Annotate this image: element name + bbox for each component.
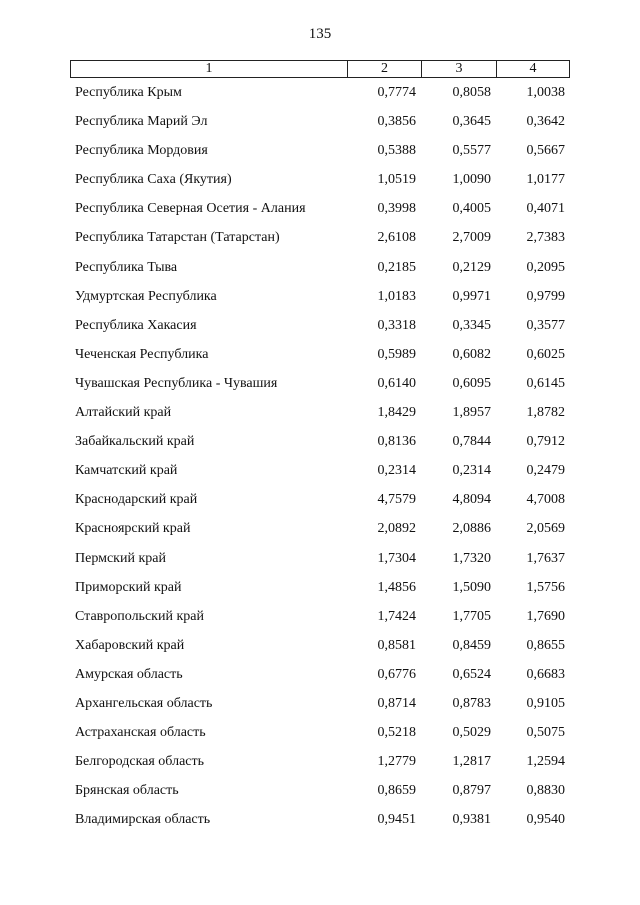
value-col-4-cell: 1,5756 <box>526 579 565 595</box>
region-name-cell: Краснодарский край <box>75 492 198 508</box>
region-name-cell: Амурская область <box>75 666 183 682</box>
value-col-4-cell: 0,9105 <box>526 695 565 711</box>
value-col-4-cell: 1,2594 <box>526 754 565 770</box>
table-row <box>70 608 570 637</box>
table-row <box>70 637 570 666</box>
table-row <box>70 317 570 346</box>
value-col-2-cell: 0,9451 <box>377 812 416 828</box>
region-name-cell: Республика Марий Эл <box>75 114 208 130</box>
table-row <box>70 200 570 229</box>
value-col-4-cell: 0,2479 <box>526 463 565 479</box>
value-col-2-cell: 0,8714 <box>377 695 416 711</box>
value-col-4-cell: 1,7637 <box>526 550 565 566</box>
value-col-2-cell: 1,7304 <box>377 550 416 566</box>
value-col-4-cell: 2,7383 <box>526 230 565 246</box>
value-col-2-cell: 4,7579 <box>377 492 416 508</box>
table-row <box>70 550 570 579</box>
table-row <box>70 520 570 549</box>
table-row <box>70 229 570 258</box>
value-col-3-cell: 2,7009 <box>452 230 491 246</box>
value-col-3-cell: 1,5090 <box>452 579 491 595</box>
table-header-row <box>70 60 570 78</box>
header-col-3: 3 <box>421 61 496 77</box>
region-name-cell: Владимирская область <box>75 812 211 828</box>
value-col-4-cell: 1,0177 <box>526 172 565 188</box>
value-col-3-cell: 0,5029 <box>452 725 491 741</box>
value-col-2-cell: 0,3856 <box>377 114 416 130</box>
value-col-3-cell: 1,7320 <box>452 550 491 566</box>
value-col-3-cell: 0,6095 <box>452 375 491 391</box>
value-col-4-cell: 0,3642 <box>526 114 565 130</box>
table-row <box>70 462 570 491</box>
value-col-4-cell: 0,6025 <box>526 346 565 362</box>
value-col-2-cell: 0,6776 <box>377 666 416 682</box>
table-row <box>70 259 570 288</box>
region-name-cell: Республика Крым <box>75 85 182 100</box>
value-col-4-cell: 0,9799 <box>526 288 565 304</box>
page-number: 135 <box>308 26 332 42</box>
value-col-4-cell: 1,0038 <box>526 85 565 100</box>
region-name-cell: Республика Саха (Якутия) <box>75 172 232 188</box>
value-col-3-cell: 0,8783 <box>452 695 491 711</box>
table-row <box>70 375 570 404</box>
value-col-4-cell: 4,7008 <box>526 492 565 508</box>
table-row <box>70 811 570 840</box>
value-col-2-cell: 0,8659 <box>377 783 416 799</box>
value-col-2-cell: 0,7774 <box>377 85 416 100</box>
value-col-2-cell: 0,5218 <box>377 725 416 741</box>
region-name-cell: Архангельская область <box>75 695 213 711</box>
table-row <box>70 666 570 695</box>
table-row <box>70 84 570 113</box>
region-name-cell: Республика Тыва <box>75 259 178 275</box>
table-row <box>70 579 570 608</box>
region-name-cell: Белгородская область <box>75 754 205 770</box>
value-col-3-cell: 0,6082 <box>452 346 491 362</box>
table-row <box>70 288 570 317</box>
value-col-4-cell: 0,4071 <box>526 201 565 217</box>
table-row <box>70 404 570 433</box>
header-col-4: 4 <box>496 61 569 77</box>
value-col-3-cell: 0,5577 <box>452 143 491 159</box>
region-name-cell: Хабаровский край <box>75 637 185 653</box>
region-name-cell: Удмуртская Республика <box>75 288 217 304</box>
value-col-3-cell: 0,9971 <box>452 288 491 304</box>
value-col-2-cell: 0,6140 <box>377 375 416 391</box>
value-col-3-cell: 0,3345 <box>452 317 491 333</box>
value-col-2-cell: 0,8136 <box>377 434 416 450</box>
region-name-cell: Брянская область <box>75 783 179 799</box>
value-col-3-cell: 0,7844 <box>452 434 491 450</box>
header-col-2: 2 <box>347 61 421 77</box>
region-name-cell: Астраханская область <box>75 725 206 741</box>
value-col-4-cell: 0,6145 <box>526 375 565 391</box>
value-col-3-cell: 2,0886 <box>452 521 491 537</box>
value-col-4-cell: 0,7912 <box>526 434 565 450</box>
table-row <box>70 171 570 200</box>
region-name-cell: Республика Мордовия <box>75 143 208 159</box>
value-col-2-cell: 0,3998 <box>377 201 416 217</box>
value-col-3-cell: 0,8058 <box>452 85 491 100</box>
table-row <box>70 753 570 782</box>
value-col-4-cell: 0,8655 <box>526 637 565 653</box>
value-col-4-cell: 0,9540 <box>526 812 565 828</box>
table-row <box>70 695 570 724</box>
value-col-2-cell: 2,6108 <box>377 230 416 246</box>
value-col-3-cell: 0,4005 <box>452 201 491 217</box>
value-col-2-cell: 2,0892 <box>377 521 416 537</box>
region-name-cell: Ставропольский край <box>75 608 204 624</box>
region-name-cell: Республика Татарстан (Татарстан) <box>75 230 280 246</box>
value-col-2-cell: 1,7424 <box>377 608 416 624</box>
value-col-2-cell: 1,0519 <box>377 172 416 188</box>
region-name-cell: Красноярский край <box>75 521 191 537</box>
value-col-4-cell: 0,2095 <box>526 259 565 275</box>
value-col-2-cell: 1,0183 <box>377 288 416 304</box>
value-col-3-cell: 1,7705 <box>452 608 491 624</box>
value-col-4-cell: 1,8782 <box>526 405 565 421</box>
value-col-3-cell: 4,8094 <box>452 492 491 508</box>
region-name-cell: Камчатский край <box>75 463 178 479</box>
table-row <box>70 782 570 811</box>
value-col-4-cell: 0,6683 <box>526 666 565 682</box>
data-table <box>70 60 570 840</box>
value-col-3-cell: 1,2817 <box>452 754 491 770</box>
value-col-4-cell: 0,5667 <box>526 143 565 159</box>
value-col-2-cell: 0,3318 <box>377 317 416 333</box>
header-col-1: 1 <box>205 61 213 76</box>
value-col-2-cell: 1,2779 <box>377 754 416 770</box>
table-row <box>70 346 570 375</box>
value-col-3-cell: 0,2129 <box>452 259 491 275</box>
value-col-2-cell: 0,2185 <box>377 259 416 275</box>
value-col-3-cell: 0,8797 <box>452 783 491 799</box>
value-col-3-cell: 0,6524 <box>452 666 491 682</box>
table-row <box>70 142 570 171</box>
value-col-2-cell: 0,5989 <box>377 346 416 362</box>
region-name-cell: Забайкальский край <box>75 434 195 450</box>
value-col-4-cell: 1,7690 <box>526 608 565 624</box>
value-col-3-cell: 0,3645 <box>452 114 491 130</box>
table-row <box>70 491 570 520</box>
region-name-cell: Республика Хакасия <box>75 317 197 333</box>
value-col-2-cell: 0,2314 <box>377 463 416 479</box>
region-name-cell: Республика Северная Осетия - Алания <box>75 201 306 217</box>
value-col-3-cell: 1,0090 <box>452 172 491 188</box>
value-col-4-cell: 0,3577 <box>526 317 565 333</box>
value-col-4-cell: 2,0569 <box>526 521 565 537</box>
value-col-3-cell: 1,8957 <box>452 405 491 421</box>
value-col-2-cell: 0,8581 <box>377 637 416 653</box>
value-col-2-cell: 0,5388 <box>377 143 416 159</box>
region-name-cell: Чувашская Республика - Чувашия <box>75 375 278 391</box>
table-body <box>70 84 570 840</box>
region-name-cell: Пермский край <box>75 550 166 566</box>
value-col-3-cell: 0,2314 <box>452 463 491 479</box>
region-name-cell: Алтайский край <box>75 405 172 421</box>
region-name-cell: Приморский край <box>75 579 182 595</box>
value-col-4-cell: 0,5075 <box>526 725 565 741</box>
table-row <box>70 433 570 462</box>
value-col-4-cell: 0,8830 <box>526 783 565 799</box>
value-col-3-cell: 0,9381 <box>452 812 491 828</box>
value-col-3-cell: 0,8459 <box>452 637 491 653</box>
table-row <box>70 724 570 753</box>
region-name-cell: Чеченская Республика <box>75 346 209 362</box>
value-col-2-cell: 1,8429 <box>377 405 416 421</box>
value-col-2-cell: 1,4856 <box>377 579 416 595</box>
table-row <box>70 113 570 142</box>
